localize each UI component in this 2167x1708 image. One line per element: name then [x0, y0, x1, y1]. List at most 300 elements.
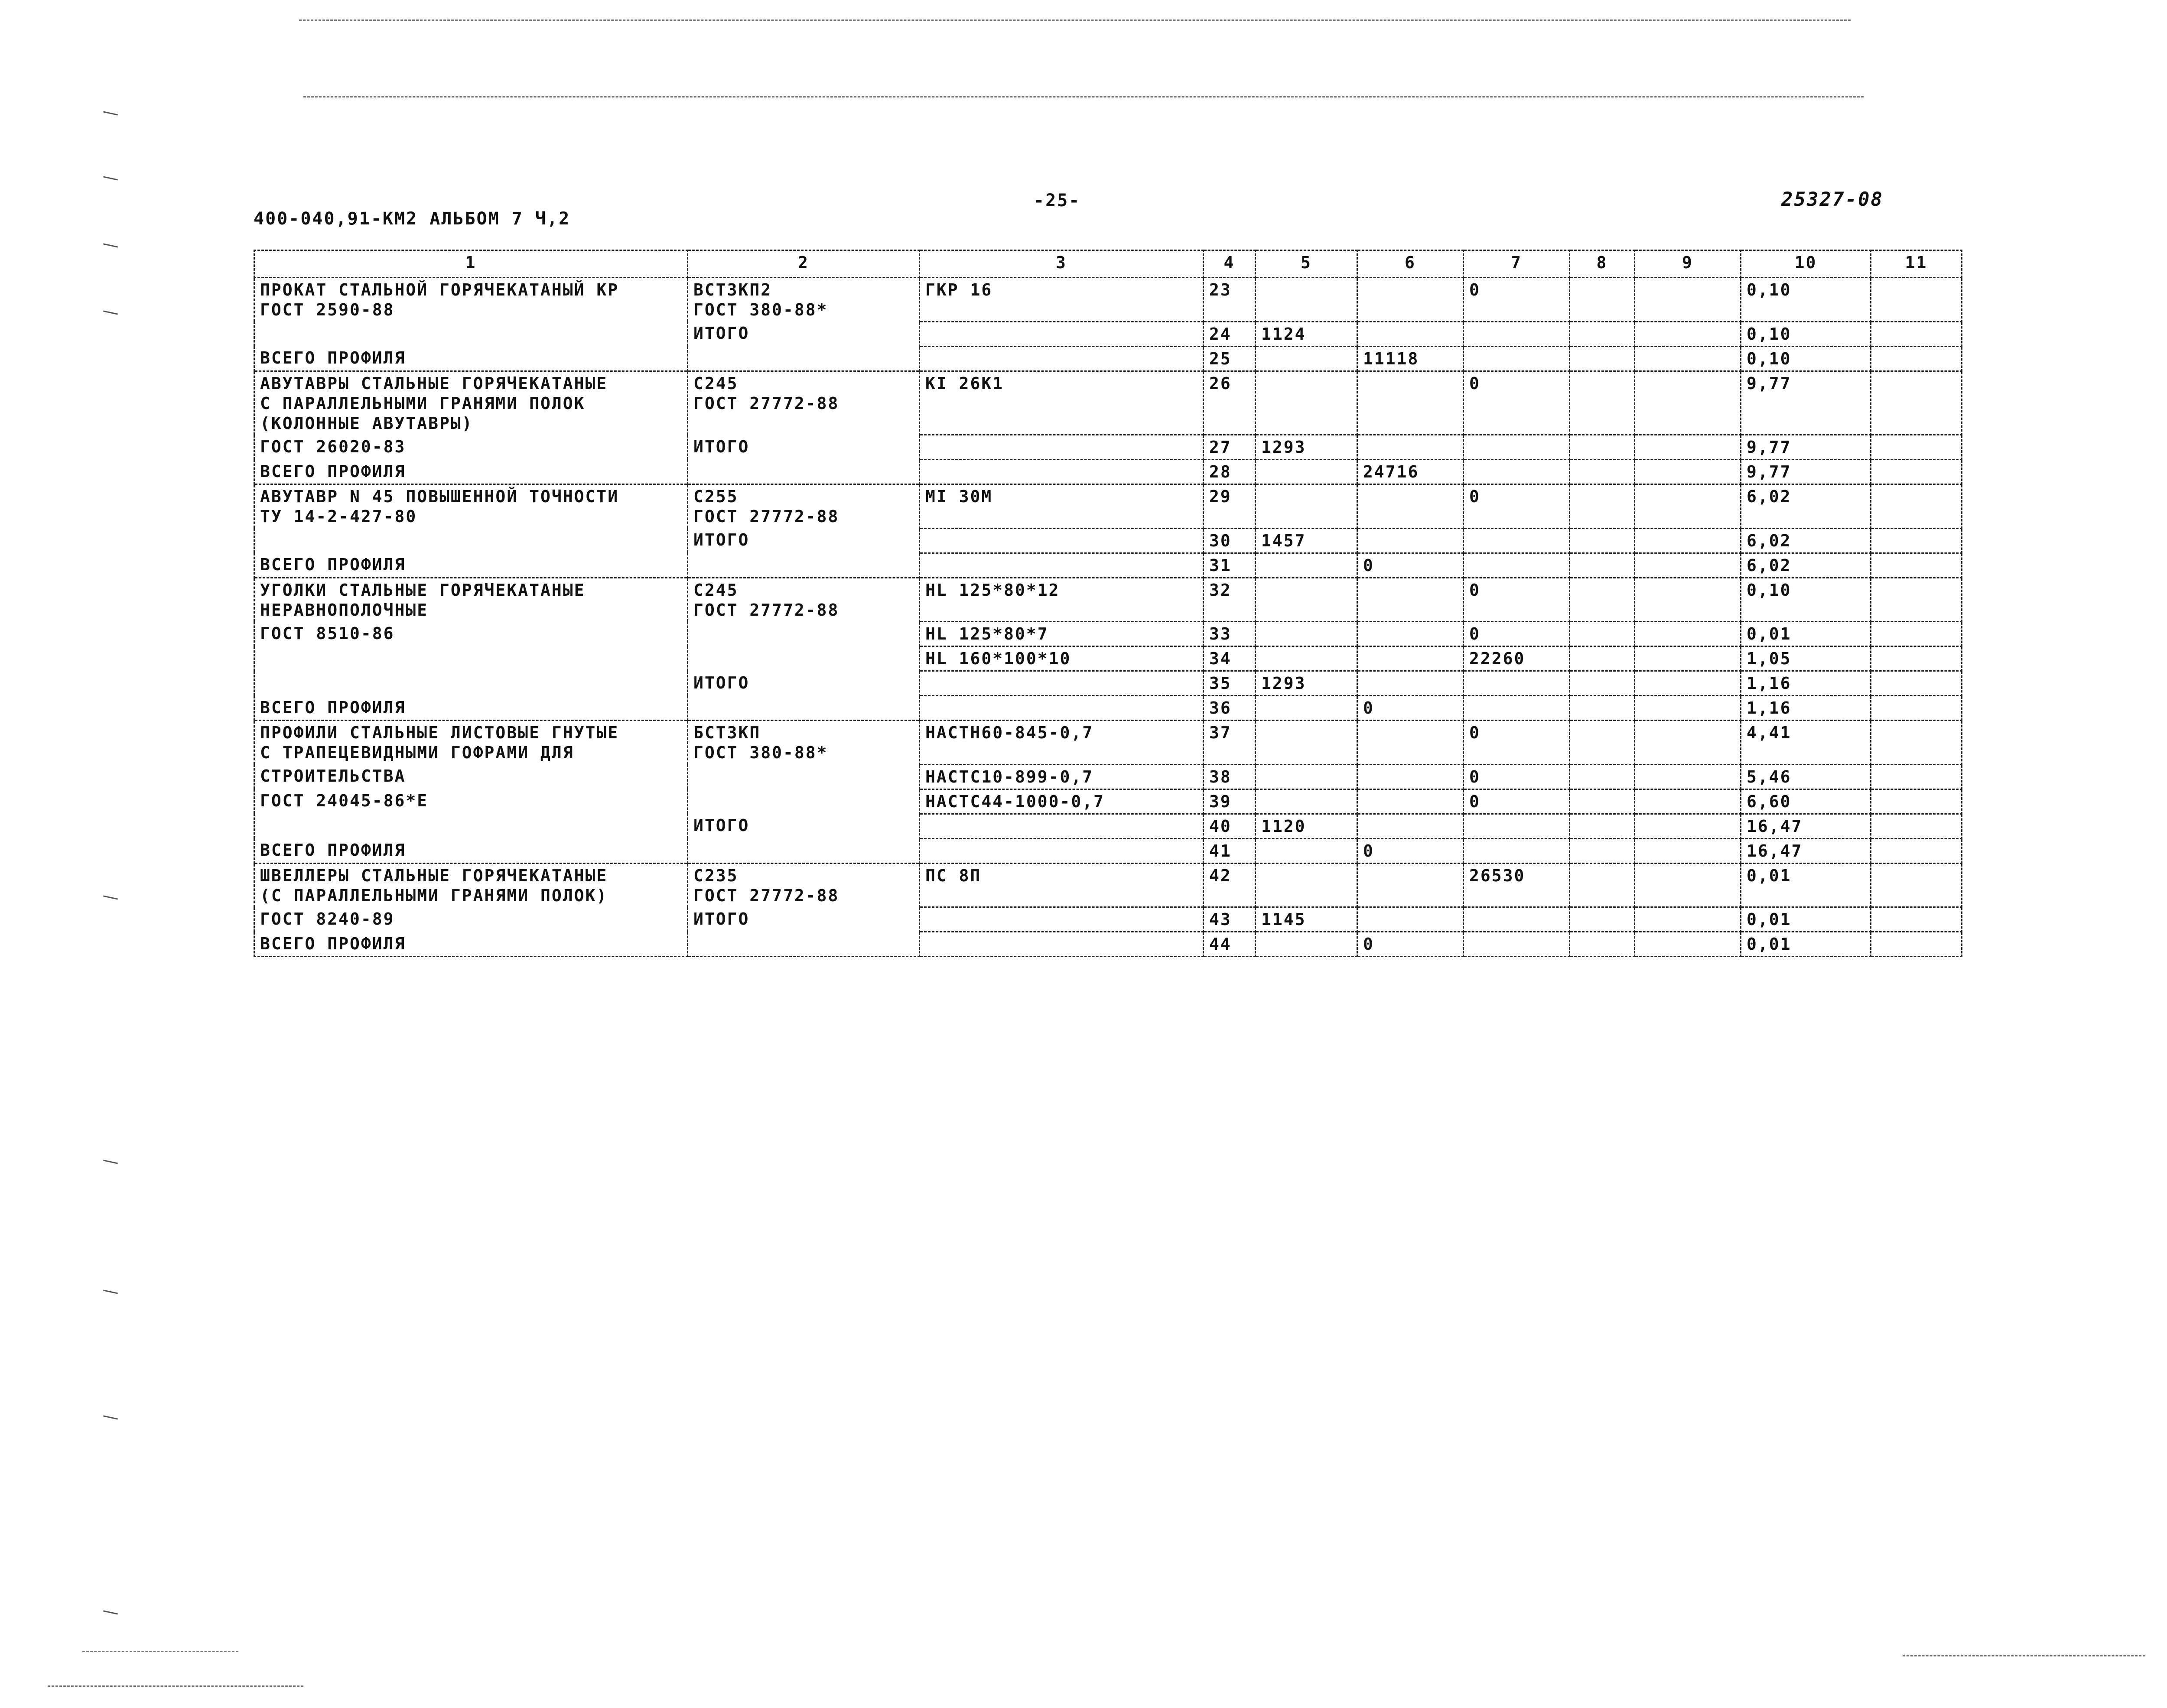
- cell-col-9: [1635, 278, 1741, 322]
- cell-col-7: [1464, 321, 1570, 346]
- cell-line: ИТОГО: [693, 324, 750, 343]
- cell-col-2: [688, 460, 920, 484]
- cell-col-7: 0: [1464, 789, 1570, 814]
- cell-col-1: [254, 321, 688, 346]
- cell-line: С235: [693, 866, 739, 885]
- cell-col-7: [1464, 932, 1570, 957]
- cell-col-1: [254, 671, 688, 696]
- cell-col-5: [1256, 721, 1357, 765]
- margin-mark: [103, 111, 118, 115]
- cell-col-2: [688, 696, 920, 721]
- cell-col-6: [1357, 907, 1464, 932]
- cell-col-3: [920, 932, 1204, 957]
- cell-col-4: 28: [1204, 460, 1256, 484]
- table-row: [254, 932, 1962, 957]
- cell-col-9: [1635, 814, 1741, 838]
- cell-col-3: МI 30М: [920, 484, 1204, 529]
- cell-col-1: [254, 814, 688, 838]
- cell-col-7: [1464, 696, 1570, 721]
- page-number: -25-: [1034, 191, 1081, 211]
- table-body: [254, 250, 1962, 957]
- cell-col-9: [1635, 435, 1741, 460]
- column-number: 6: [1357, 250, 1464, 278]
- cell-col-1: [254, 789, 688, 814]
- cell-col-9: [1635, 460, 1741, 484]
- cell-line: АВУТАВР N 45 ПОВЫШЕННОЙ ТОЧНОСТИ: [260, 487, 619, 506]
- cell-col-3: [920, 435, 1204, 460]
- table-row: [254, 646, 1962, 671]
- cell-col-1: [254, 646, 688, 671]
- margin-mark: [103, 310, 118, 315]
- cell-col-10: 5,46: [1741, 764, 1871, 789]
- cell-col-3: [920, 346, 1204, 371]
- cell-col-11: [1871, 696, 1962, 721]
- cell-col-3: [920, 671, 1204, 696]
- cell-line: ГОСТ 8510-86: [260, 623, 395, 643]
- cell-col-6: [1357, 789, 1464, 814]
- table-row: [254, 371, 1962, 435]
- cell-col-2: [688, 528, 920, 553]
- cell-col-6: [1357, 484, 1464, 529]
- cell-col-11: [1871, 321, 1962, 346]
- cell-col-8: [1570, 435, 1635, 460]
- cell-col-5: 1145: [1256, 907, 1357, 932]
- table-row: [254, 321, 1962, 346]
- cell-col-10: 6,02: [1741, 484, 1871, 529]
- cell-col-7: 0: [1464, 721, 1570, 765]
- cell-col-1: [254, 838, 688, 863]
- cell-col-7: [1464, 671, 1570, 696]
- cell-col-8: [1570, 696, 1635, 721]
- table-row: [254, 578, 1962, 622]
- cell-col-9: [1635, 553, 1741, 578]
- cell-col-2: [688, 932, 920, 957]
- column-number: 3: [920, 250, 1204, 278]
- cell-col-10: 9,77: [1741, 460, 1871, 484]
- cell-col-5: [1256, 789, 1357, 814]
- cell-line: С255: [693, 487, 739, 506]
- margin-mark: [103, 1289, 118, 1294]
- margin-mark: [103, 243, 118, 247]
- cell-line: С ТРАПЕЦЕВИДНЫМИ ГОФРАМИ ДЛЯ: [260, 743, 574, 762]
- cell-col-3: НАСТН60-845-0,7: [920, 721, 1204, 765]
- cell-col-4: 43: [1204, 907, 1256, 932]
- cell-line: С ПАРАЛЛЕЛЬНЫМИ ГРАНЯМИ ПОЛОК: [260, 393, 586, 413]
- cell-col-3: НL 125*80*7: [920, 622, 1204, 646]
- cell-col-2: [688, 863, 920, 907]
- cell-col-6: 0: [1357, 838, 1464, 863]
- cell-col-8: [1570, 907, 1635, 932]
- cell-col-1: [254, 528, 688, 553]
- cell-col-3: [920, 553, 1204, 578]
- cell-line: НЕРАВНОПОЛОЧНЫЕ: [260, 600, 429, 620]
- column-number: 5: [1256, 250, 1357, 278]
- cell-col-10: 0,01: [1741, 622, 1871, 646]
- cell-col-5: 1293: [1256, 435, 1357, 460]
- cell-col-4: 39: [1204, 789, 1256, 814]
- cell-col-10: 4,41: [1741, 721, 1871, 765]
- column-number: 2: [688, 250, 920, 278]
- cell-col-11: [1871, 578, 1962, 622]
- cell-col-9: [1635, 321, 1741, 346]
- cell-col-11: [1871, 863, 1962, 907]
- scan-line: [82, 1651, 238, 1652]
- table-row: [254, 863, 1962, 907]
- column-number: 9: [1635, 250, 1741, 278]
- table-row: [254, 435, 1962, 460]
- column-number: 4: [1204, 250, 1256, 278]
- cell-col-9: [1635, 371, 1741, 435]
- cell-col-5: 1457: [1256, 528, 1357, 553]
- cell-col-8: [1570, 671, 1635, 696]
- cell-col-2: [688, 321, 920, 346]
- cell-col-7: [1464, 838, 1570, 863]
- cell-line: С245: [693, 373, 739, 393]
- cell-col-7: [1464, 346, 1570, 371]
- cell-col-6: [1357, 321, 1464, 346]
- table-row: [254, 838, 1962, 863]
- cell-line: ГОСТ 380-88*: [693, 300, 828, 319]
- table-row: [254, 346, 1962, 371]
- cell-col-9: [1635, 671, 1741, 696]
- cell-col-11: [1871, 721, 1962, 765]
- cell-col-7: 0: [1464, 578, 1570, 622]
- cell-col-11: [1871, 764, 1962, 789]
- cell-col-7: [1464, 460, 1570, 484]
- cell-col-5: [1256, 764, 1357, 789]
- cell-col-9: [1635, 721, 1741, 765]
- cell-line: ВСЕГО ПРОФИЛЯ: [260, 934, 406, 953]
- cell-line: УГОЛКИ СТАЛЬНЫЕ ГОРЯЧЕКАТАНЫЕ: [260, 580, 586, 600]
- cell-col-10: 9,77: [1741, 371, 1871, 435]
- column-number: 7: [1464, 250, 1570, 278]
- cell-col-1: [254, 622, 688, 646]
- cell-line: ВСЕГО ПРОФИЛЯ: [260, 461, 406, 481]
- cell-col-11: [1871, 346, 1962, 371]
- table-row: [254, 484, 1962, 529]
- table-row: [254, 553, 1962, 578]
- cell-col-11: [1871, 460, 1962, 484]
- cell-col-4: 30: [1204, 528, 1256, 553]
- cell-col-2: [688, 484, 920, 529]
- cell-col-3: [920, 321, 1204, 346]
- scan-line: [303, 96, 1864, 97]
- cell-col-8: [1570, 346, 1635, 371]
- cell-col-1: [254, 907, 688, 932]
- cell-col-8: [1570, 553, 1635, 578]
- cell-line: ГОСТ 24045-86*Е: [260, 791, 429, 810]
- cell-col-1: [254, 721, 688, 765]
- cell-col-7: [1464, 435, 1570, 460]
- cell-col-10: 0,01: [1741, 907, 1871, 932]
- cell-col-6: [1357, 371, 1464, 435]
- cell-col-4: 32: [1204, 578, 1256, 622]
- scan-line: [48, 1685, 303, 1687]
- cell-line: СТРОИТЕЛЬСТВА: [260, 766, 406, 786]
- cell-col-9: [1635, 484, 1741, 529]
- cell-col-8: [1570, 764, 1635, 789]
- cell-col-4: 42: [1204, 863, 1256, 907]
- cell-col-1: [254, 863, 688, 907]
- cell-col-5: [1256, 484, 1357, 529]
- cell-line: ГОСТ 8240-89: [260, 909, 395, 929]
- cell-col-6: [1357, 671, 1464, 696]
- cell-col-11: [1871, 528, 1962, 553]
- cell-line: ВСЕГО ПРОФИЛЯ: [260, 841, 406, 860]
- cell-line: ГОСТ 2590-88: [260, 300, 395, 319]
- cell-col-2: [688, 671, 920, 696]
- column-number: 10: [1741, 250, 1871, 278]
- cell-col-5: [1256, 646, 1357, 671]
- cell-line: ГОСТ 380-88*: [693, 743, 828, 762]
- table-row: [254, 460, 1962, 484]
- cell-col-11: [1871, 435, 1962, 460]
- cell-col-10: 0,01: [1741, 863, 1871, 907]
- cell-col-9: [1635, 863, 1741, 907]
- cell-col-4: 40: [1204, 814, 1256, 838]
- cell-col-3: НL 160*100*10: [920, 646, 1204, 671]
- cell-col-2: [688, 907, 920, 932]
- cell-col-11: [1871, 838, 1962, 863]
- cell-col-2: [688, 346, 920, 371]
- cell-col-7: 0: [1464, 622, 1570, 646]
- table-row: [254, 789, 1962, 814]
- margin-mark: [103, 1415, 118, 1419]
- cell-col-5: 1120: [1256, 814, 1357, 838]
- cell-col-5: [1256, 863, 1357, 907]
- cell-col-8: [1570, 721, 1635, 765]
- cell-col-1: [254, 484, 688, 529]
- cell-col-7: [1464, 907, 1570, 932]
- cell-col-3: НL 125*80*12: [920, 578, 1204, 622]
- table-row: [254, 671, 1962, 696]
- cell-line: ПРОФИЛИ СТАЛЬНЫЕ ЛИСТОВЫЕ ГНУТЫЕ: [260, 723, 619, 742]
- cell-col-9: [1635, 578, 1741, 622]
- cell-col-5: [1256, 371, 1357, 435]
- cell-col-8: [1570, 789, 1635, 814]
- cell-line: ШВЕЛЛЕРЫ СТАЛЬНЫЕ ГОРЯЧЕКАТАНЫЕ: [260, 866, 608, 885]
- cell-col-8: [1570, 838, 1635, 863]
- cell-line: ГОСТ 27772-88: [693, 507, 839, 526]
- cell-col-10: 6,02: [1741, 528, 1871, 553]
- cell-col-2: [688, 814, 920, 838]
- margin-mark: [103, 1610, 118, 1614]
- cell-col-7: [1464, 553, 1570, 578]
- cell-line: АВУТАВРЫ СТАЛЬНЫЕ ГОРЯЧЕКАТАНЫЕ: [260, 373, 608, 393]
- cell-col-6: [1357, 721, 1464, 765]
- cell-col-6: 24716: [1357, 460, 1464, 484]
- cell-line: ИТОГО: [693, 530, 750, 549]
- sheet-number: 25327-08: [1781, 188, 1884, 211]
- cell-col-1: [254, 553, 688, 578]
- cell-col-1: [254, 578, 688, 622]
- cell-col-10: 0,01: [1741, 932, 1871, 957]
- table-row: [254, 278, 1962, 322]
- cell-col-4: 25: [1204, 346, 1256, 371]
- cell-col-6: [1357, 578, 1464, 622]
- cell-col-3: [920, 528, 1204, 553]
- cell-col-4: 38: [1204, 764, 1256, 789]
- cell-line: (КОЛОННЫЕ АВУТАВРЫ): [260, 413, 473, 433]
- cell-col-6: [1357, 764, 1464, 789]
- cell-col-10: 9,77: [1741, 435, 1871, 460]
- cell-col-4: 31: [1204, 553, 1256, 578]
- cell-col-1: [254, 371, 688, 435]
- cell-col-6: [1357, 278, 1464, 322]
- cell-col-9: [1635, 764, 1741, 789]
- cell-col-7: 22260: [1464, 646, 1570, 671]
- cell-col-7: 0: [1464, 764, 1570, 789]
- cell-col-11: [1871, 932, 1962, 957]
- cell-col-4: 23: [1204, 278, 1256, 322]
- cell-col-10: 0,10: [1741, 346, 1871, 371]
- cell-col-6: 0: [1357, 553, 1464, 578]
- cell-col-9: [1635, 696, 1741, 721]
- table-row: [254, 907, 1962, 932]
- cell-col-11: [1871, 671, 1962, 696]
- scan-line: [1903, 1655, 2145, 1656]
- cell-col-3: [920, 814, 1204, 838]
- cell-col-6: 0: [1357, 696, 1464, 721]
- cell-line: ВСТ3КП2: [693, 280, 772, 299]
- table-row: [254, 764, 1962, 789]
- cell-col-1: [254, 278, 688, 322]
- cell-line: ИТОГО: [693, 909, 750, 929]
- column-number: 1: [254, 250, 688, 278]
- cell-line: ИТОГО: [693, 673, 750, 692]
- cell-col-6: [1357, 622, 1464, 646]
- cell-col-8: [1570, 932, 1635, 957]
- cell-col-5: [1256, 278, 1357, 322]
- margin-mark: [103, 176, 118, 180]
- cell-col-6: 0: [1357, 932, 1464, 957]
- cell-line: С245: [693, 580, 739, 600]
- cell-col-8: [1570, 460, 1635, 484]
- cell-col-3: КI 26К1: [920, 371, 1204, 435]
- cell-col-10: 1,16: [1741, 671, 1871, 696]
- cell-col-5: [1256, 578, 1357, 622]
- cell-col-6: [1357, 814, 1464, 838]
- cell-col-1: [254, 460, 688, 484]
- cell-col-3: НАСТС10-899-0,7: [920, 764, 1204, 789]
- cell-col-2: [688, 789, 920, 814]
- cell-col-11: [1871, 814, 1962, 838]
- cell-col-6: [1357, 435, 1464, 460]
- cell-col-8: [1570, 528, 1635, 553]
- cell-col-11: [1871, 371, 1962, 435]
- cell-line: ВСЕГО ПРОФИЛЯ: [260, 555, 406, 574]
- cell-line: БСТ3КП: [693, 723, 761, 742]
- cell-col-10: 0,10: [1741, 321, 1871, 346]
- cell-col-5: [1256, 553, 1357, 578]
- cell-col-9: [1635, 789, 1741, 814]
- cell-col-9: [1635, 646, 1741, 671]
- table-row: [254, 721, 1962, 765]
- cell-col-5: [1256, 696, 1357, 721]
- cell-col-2: [688, 278, 920, 322]
- cell-col-6: [1357, 528, 1464, 553]
- cell-col-4: 34: [1204, 646, 1256, 671]
- cell-col-3: ГКР 16: [920, 278, 1204, 322]
- cell-line: ИТОГО: [693, 437, 750, 456]
- cell-col-3: ПС 8П: [920, 863, 1204, 907]
- cell-col-2: [688, 578, 920, 622]
- cell-col-6: [1357, 863, 1464, 907]
- table-row: [254, 528, 1962, 553]
- cell-col-7: 26530: [1464, 863, 1570, 907]
- cell-col-2: [688, 553, 920, 578]
- table-row: [254, 814, 1962, 838]
- column-number-row: [254, 250, 1962, 278]
- cell-col-11: [1871, 907, 1962, 932]
- cell-line: ВСЕГО ПРОФИЛЯ: [260, 348, 406, 367]
- cell-col-10: 0,10: [1741, 278, 1871, 322]
- cell-col-5: [1256, 346, 1357, 371]
- cell-col-6: [1357, 646, 1464, 671]
- cell-col-9: [1635, 346, 1741, 371]
- cell-col-11: [1871, 789, 1962, 814]
- cell-col-9: [1635, 932, 1741, 957]
- cell-col-7: 0: [1464, 278, 1570, 322]
- cell-col-7: [1464, 528, 1570, 553]
- cell-col-10: 16,47: [1741, 838, 1871, 863]
- cell-col-7: 0: [1464, 371, 1570, 435]
- cell-col-4: 36: [1204, 696, 1256, 721]
- cell-col-6: 11118: [1357, 346, 1464, 371]
- cell-col-9: [1635, 622, 1741, 646]
- cell-col-3: НАСТС44-1000-0,7: [920, 789, 1204, 814]
- cell-line: ВСЕГО ПРОФИЛЯ: [260, 698, 406, 717]
- cell-col-2: [688, 435, 920, 460]
- cell-col-3: [920, 838, 1204, 863]
- cell-line: ГОСТ 27772-88: [693, 886, 839, 905]
- cell-col-7: 0: [1464, 484, 1570, 529]
- cell-col-11: [1871, 278, 1962, 322]
- cell-col-4: 27: [1204, 435, 1256, 460]
- cell-line: ГОСТ 27772-88: [693, 600, 839, 620]
- cell-col-8: [1570, 622, 1635, 646]
- cell-col-10: 1,16: [1741, 696, 1871, 721]
- cell-col-1: [254, 346, 688, 371]
- cell-col-5: [1256, 460, 1357, 484]
- cell-col-2: [688, 646, 920, 671]
- cell-col-8: [1570, 278, 1635, 322]
- cell-col-8: [1570, 371, 1635, 435]
- cell-col-4: 29: [1204, 484, 1256, 529]
- cell-col-2: [688, 371, 920, 435]
- cell-col-10: 6,60: [1741, 789, 1871, 814]
- cell-col-8: [1570, 863, 1635, 907]
- cell-col-11: [1871, 646, 1962, 671]
- cell-col-1: [254, 932, 688, 957]
- scan-line: [299, 19, 1851, 21]
- cell-col-4: 37: [1204, 721, 1256, 765]
- cell-col-10: 1,05: [1741, 646, 1871, 671]
- cell-col-8: [1570, 646, 1635, 671]
- cell-col-3: [920, 696, 1204, 721]
- cell-col-10: 6,02: [1741, 553, 1871, 578]
- cell-col-10: 0,10: [1741, 578, 1871, 622]
- column-number: 11: [1871, 250, 1962, 278]
- cell-col-8: [1570, 814, 1635, 838]
- cell-col-9: [1635, 907, 1741, 932]
- table-row: [254, 696, 1962, 721]
- cell-col-4: 44: [1204, 932, 1256, 957]
- table-row: [254, 622, 1962, 646]
- cell-col-5: [1256, 838, 1357, 863]
- cell-col-1: [254, 696, 688, 721]
- cell-line: ПРОКАТ СТАЛЬНОЙ ГОРЯЧЕКАТАНЫЙ КР: [260, 280, 619, 299]
